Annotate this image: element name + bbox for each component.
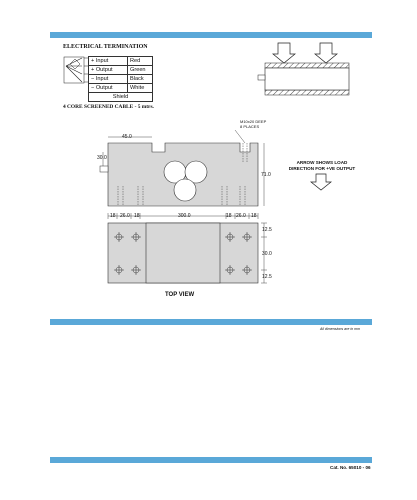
bottom-band [50, 457, 372, 463]
dim-side-bot: 12.5 [262, 274, 272, 280]
signal-cell: + Input [89, 57, 128, 66]
dim-seg2: 26.0 [120, 213, 130, 219]
signal-cell: − Output [89, 84, 128, 93]
cable-note: 4 CORE SCREENED CABLE - 5 mtrs. [63, 104, 154, 110]
middle-band [50, 319, 372, 325]
signal-cell: − Input [89, 75, 128, 84]
holes-note-line2: 8 PLACES [240, 124, 260, 129]
arrow-note: ARROW SHOWS LOAD DIRECTION FOR +VE OUTPUT [288, 160, 356, 171]
color-cell: Black [128, 75, 153, 84]
dim-height-right: 71.0 [261, 172, 271, 178]
dim-seg3: 18 [134, 213, 140, 219]
dim-seg-mid: 300.0 [178, 213, 191, 219]
catalog-number: Cat. No. 65010 - 06 [330, 465, 371, 470]
dimensions-note: All dimensions are in mm [320, 327, 361, 331]
holes-note-line1: M10x20 DEEP [240, 119, 267, 124]
dim-height-left: 30.0 [97, 155, 107, 161]
color-cell: White [128, 84, 153, 93]
dim-side-mid: 30.0 [262, 251, 272, 257]
top-view-label: TOP VIEW [165, 292, 195, 298]
dim-width-top: 45.0 [122, 134, 132, 140]
dim-seg7: 18 [251, 213, 257, 219]
dim-seg5: 18 [226, 213, 232, 219]
color-cell: Green [128, 66, 153, 75]
dim-seg6: 26.0 [236, 213, 246, 219]
electrical-title: ELECTRICAL TERMINATION [63, 44, 148, 50]
dim-seg1: 18 [110, 213, 116, 219]
dim-side-top: 12.5 [262, 227, 272, 233]
signal-cell: + Output [89, 66, 128, 75]
shield-cell: Shield [89, 93, 153, 102]
color-cell: Red [128, 57, 153, 66]
